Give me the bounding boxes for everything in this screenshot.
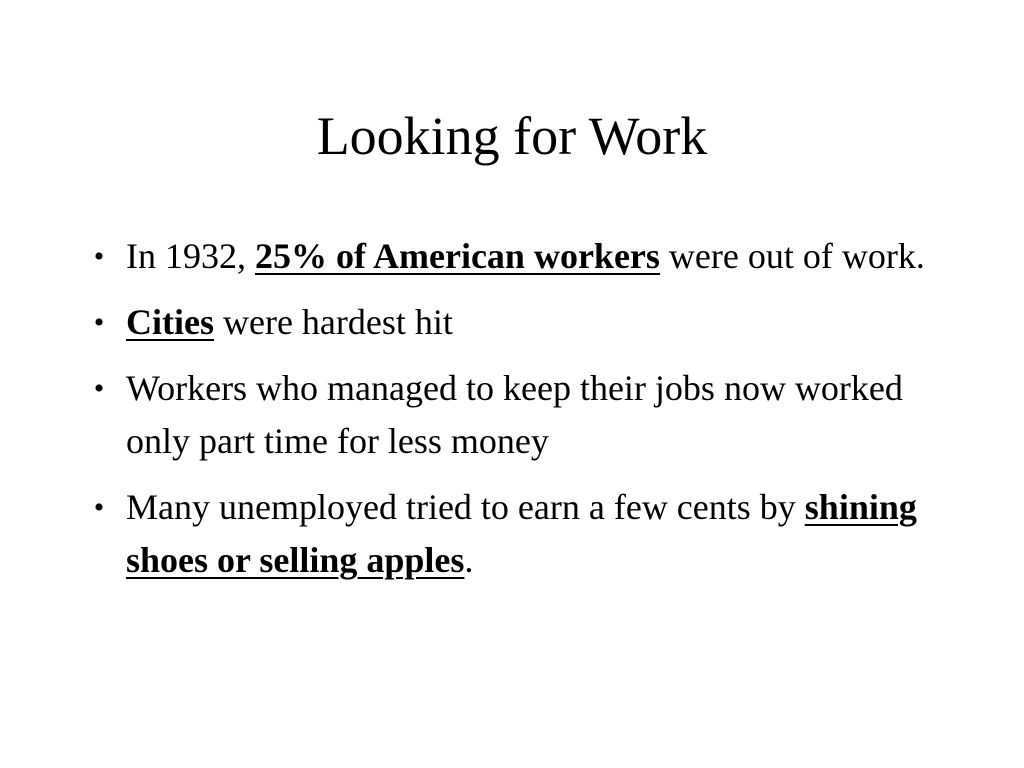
bullet-item-1 bbox=[84, 230, 954, 283]
bullet-icon: • bbox=[93, 306, 105, 339]
bullet-icon: • bbox=[93, 240, 105, 273]
bullet-1-emphasis: 25% of American workers bbox=[255, 236, 660, 276]
bullet-1-text: In 1932, bbox=[126, 236, 255, 276]
bullet-4-text: Many unemployed tried to earn a few cents by bbox=[126, 487, 805, 527]
bullet-icon: • bbox=[93, 491, 105, 524]
bullet-4-text-end: . bbox=[464, 540, 474, 580]
bullet-item-3 bbox=[84, 362, 954, 468]
slide-title: Looking for Work bbox=[316, 106, 708, 166]
bullet-2-emphasis: Cities bbox=[126, 302, 214, 342]
bullet-4-emphasis: shining shoes or selling apples bbox=[126, 487, 917, 580]
bullet-3-text: Workers who managed to keep their jobs now worked only part time for less money bbox=[126, 368, 903, 461]
bullet-2-text-end: were hardest hit bbox=[213, 302, 453, 342]
bullet-icon: • bbox=[93, 372, 105, 405]
bullet-item-2 bbox=[84, 296, 954, 349]
bullet-list bbox=[84, 230, 954, 600]
bullet-1-text-end: were out of work. bbox=[659, 236, 925, 276]
bullet-item-4 bbox=[84, 481, 954, 587]
